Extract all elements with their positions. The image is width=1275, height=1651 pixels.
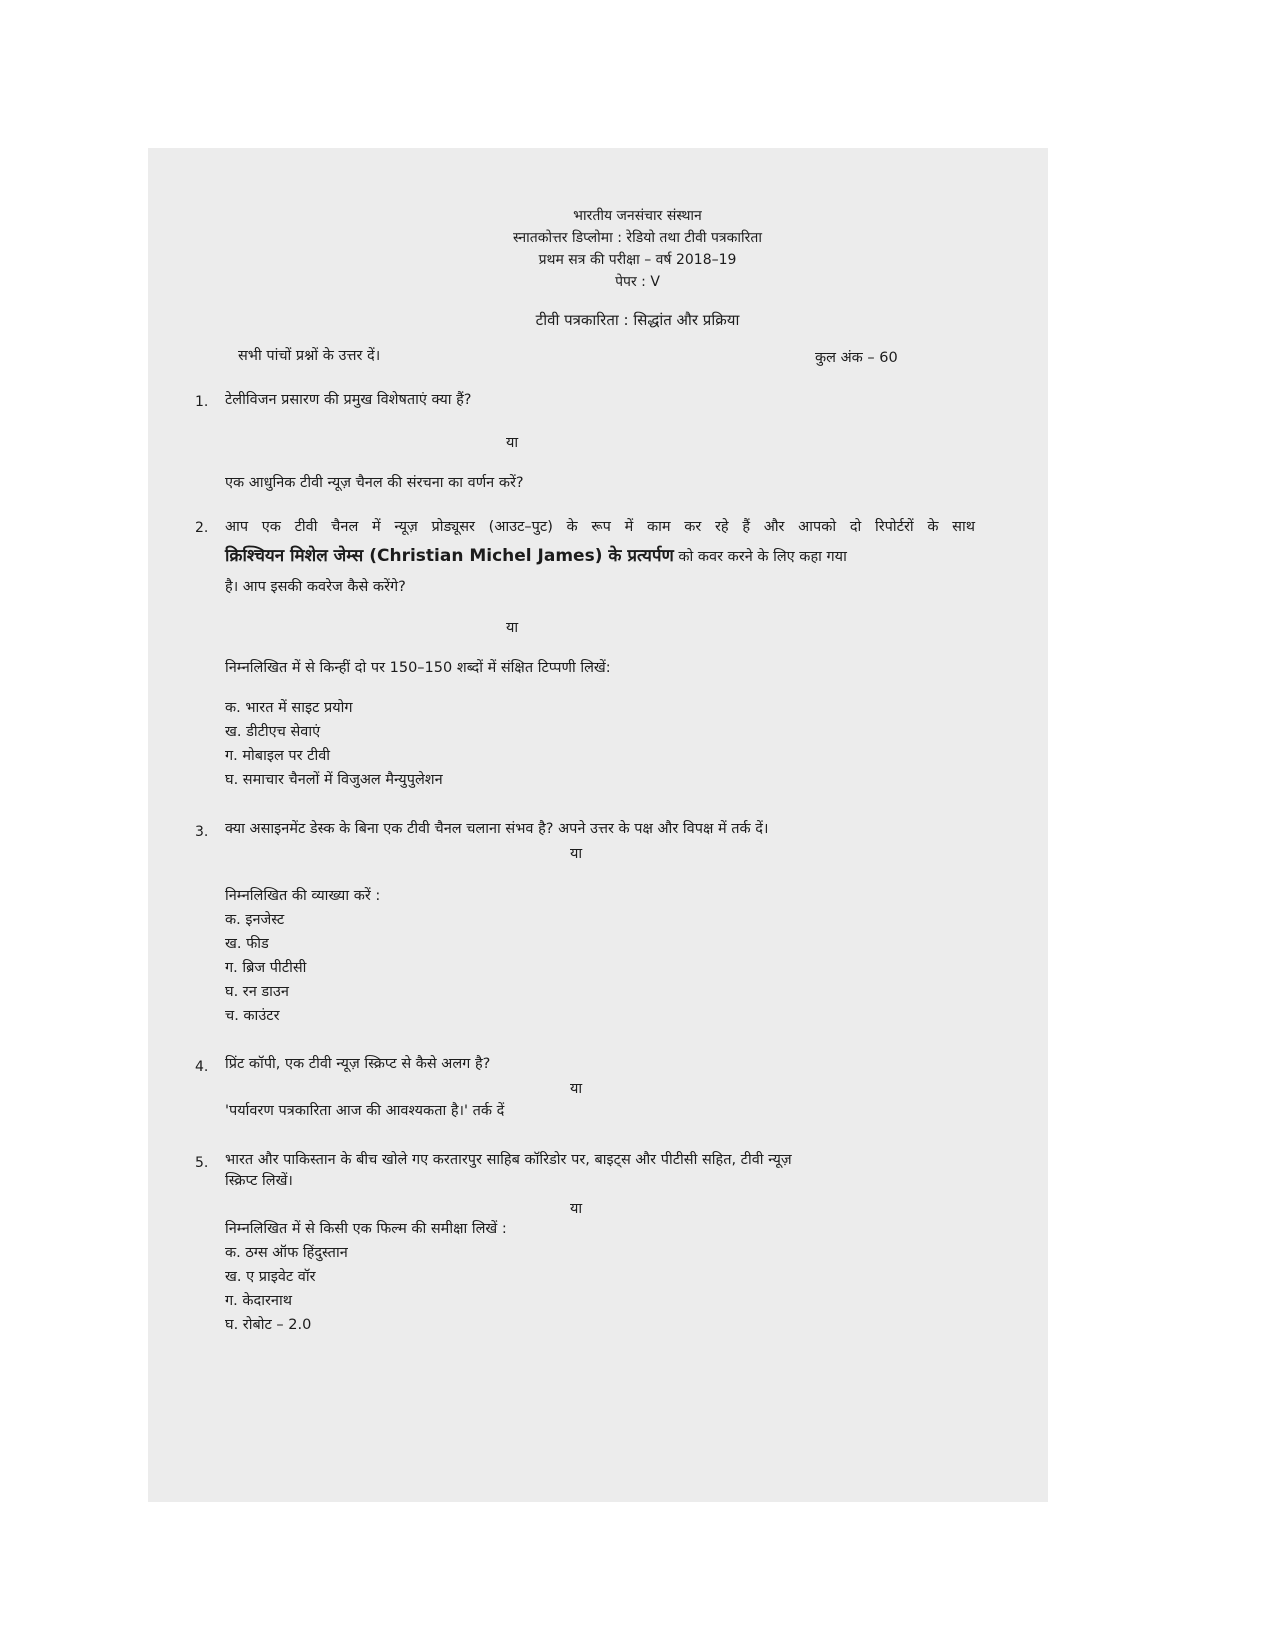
question-5-line2: स्क्रिप्ट लिखें।	[225, 1173, 293, 1189]
option-item: ख. डीटीएच सेवाएं	[225, 724, 321, 740]
institute-name: भारतीय जनसंचार संस्थान	[573, 208, 702, 224]
or-label: या	[506, 620, 519, 636]
option-item: ग. मोबाइल पर टीवी	[225, 748, 331, 764]
question-5-alt: निम्नलिखित में से किसी एक फिल्म की समीक्षा लिखें :	[225, 1221, 507, 1237]
question-2-line2	[225, 546, 847, 567]
or-label: या	[570, 1081, 583, 1097]
question-4-text: प्रिंट कॉपी, एक टीवी न्यूज़ स्क्रिप्ट से कैसे अलग है?	[225, 1056, 491, 1072]
option-item: क. ठग्स ऑफ हिंदुस्तान	[225, 1245, 348, 1261]
option-item: घ. रोबोट – 2.0	[225, 1317, 312, 1333]
option-item: घ. समाचार चैनलों में विजुअल मैन्युपुलेशन	[225, 772, 443, 788]
instructions: सभी पांचों प्रश्नों के उत्तर दें।	[238, 348, 381, 364]
or-label: या	[570, 1201, 583, 1217]
paper-number: पेपर : V	[615, 274, 660, 290]
or-label: या	[506, 435, 519, 451]
total-marks: कुल अंक – 60	[815, 350, 898, 366]
option-item: क. भारत में साइट प्रयोग	[225, 700, 353, 716]
option-item: ख. फीड	[225, 936, 269, 952]
option-item: च. काउंटर	[225, 1008, 280, 1024]
question-number: 5.	[195, 1155, 209, 1171]
question-1-text: टेलीविजन प्रसारण की प्रमुख विशेषताएं क्या हैं?	[225, 392, 472, 408]
question-2-line3: है। आप इसकी कवरेज कैसे करेंगे?	[225, 579, 406, 595]
question-number: 1.	[195, 394, 209, 410]
question-2-bold: क्रिश्चियन मिशेल जेम्स (Christian Michel James) के प्रत्यर्पण	[225, 546, 674, 566]
option-item: घ. रन डाउन	[225, 984, 289, 1000]
question-1-alt: एक आधुनिक टीवी न्यूज़ चैनल की संरचना का वर्णन करें?	[225, 475, 524, 491]
question-5-line1: भारत और पाकिस्तान के बीच खोले गए करतारपुर साहिब कॉरिडोर पर, बाइट्स और पीटीसी सहित, टीवी न्यूज़	[225, 1152, 792, 1168]
question-number: 4.	[195, 1059, 209, 1075]
option-item: क. इनजेस्ट	[225, 912, 285, 928]
option-item: ग. केदारनाथ	[225, 1293, 292, 1309]
question-2-alt: निम्नलिखित में से किन्हीं दो पर 150–150 शब्दों में संक्षित टिप्पणी लिखें:	[225, 660, 611, 676]
or-label: या	[570, 846, 583, 862]
question-2-line2-rest: को कवर करने के लिए कहा गया	[673, 549, 847, 565]
subject-title: टीवी पत्रकारिता : सिद्धांत और प्रक्रिया	[535, 311, 740, 329]
course-name: स्नातकोत्तर डिप्लोमा : रेडियो तथा टीवी पत्रकारिता	[513, 230, 762, 246]
option-item: ग. ब्रिज पीटीसी	[225, 960, 307, 976]
exam-name: प्रथम सत्र की परीक्षा – वर्ष 2018–19	[538, 252, 737, 268]
question-number: 3.	[195, 824, 209, 840]
question-4-alt: 'पर्यावरण पत्रकारिता आज की आवश्यकता है।' तर्क दें	[225, 1103, 505, 1119]
question-3-text: क्या असाइनमेंट डेस्क के बिना एक टीवी चैनल चलाना संभव है? अपने उत्तर के पक्ष और विपक्ष में तर्क दें।	[225, 821, 769, 837]
question-3-alt: निम्नलिखित की व्याख्या करें :	[225, 888, 381, 904]
question-number: 2.	[195, 520, 209, 536]
question-2-line1: आप एक टीवी चैनल में न्यूज़ प्रोड्यूसर (आउट–पुट) के रूप में काम कर रहे हैं और आपको दो रिपोर्टरों के साथ	[225, 519, 975, 535]
option-item: ख. ए प्राइवेट वॉर	[225, 1269, 316, 1285]
